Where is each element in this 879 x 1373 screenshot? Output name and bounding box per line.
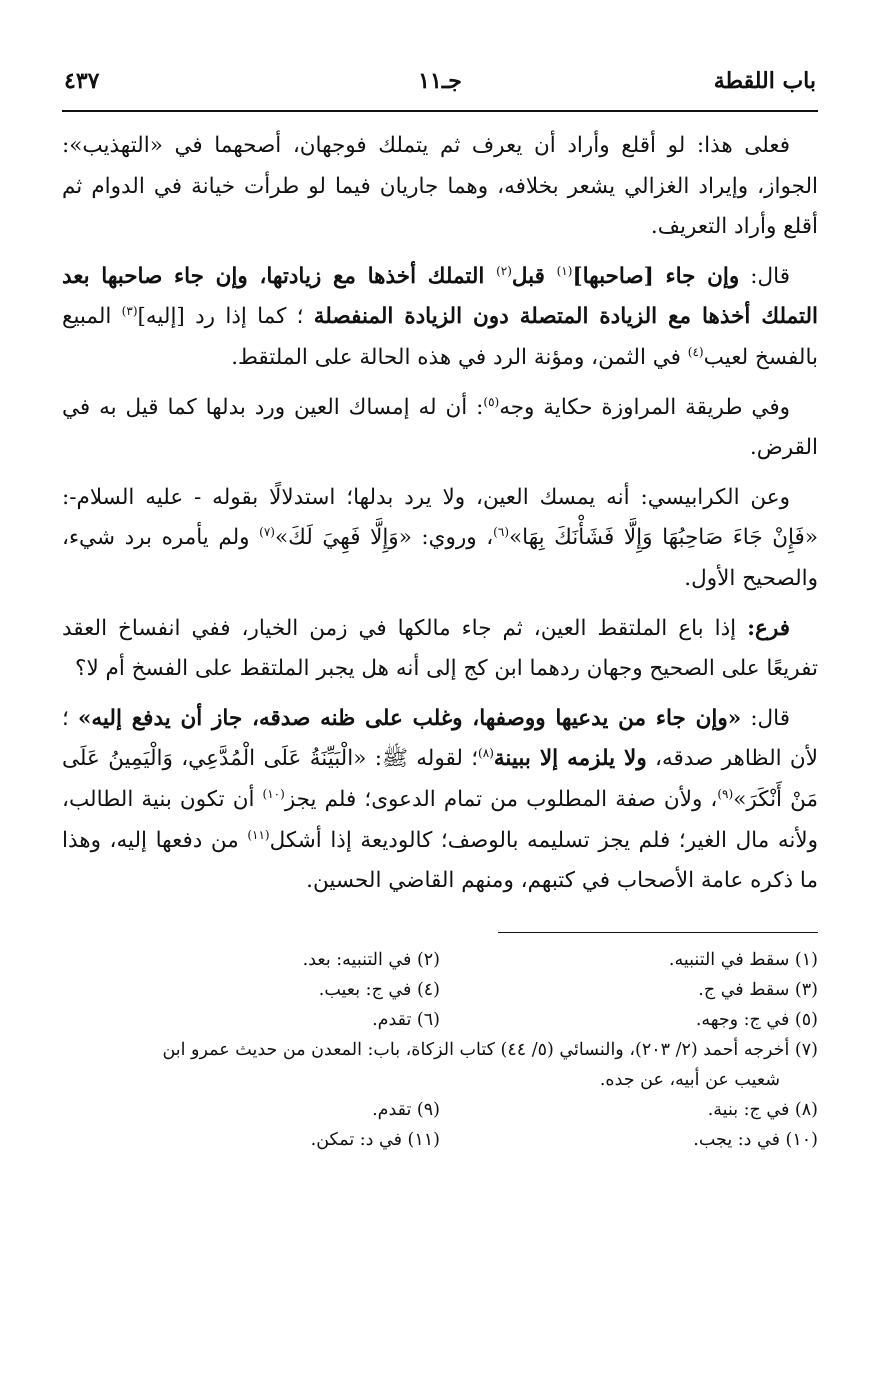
footnote-ref[interactable]: (٣) [121, 304, 138, 319]
paragraph [62, 126, 818, 248]
paragraph-text: في الثمن، ومؤنة الرد في هذه الحالة على الملتقط. [231, 344, 688, 370]
page [62, 60, 818, 1155]
paragraph-text: ؛ لأن الظاهر صدقه، [62, 705, 818, 772]
footnote-row [62, 945, 818, 975]
paragraph-text: أن تكون بنية الطالب، ولأنه مال الغير؛ فلم يجز تسليمه بالوصف؛ كالوديعة إذا أشكل [62, 786, 818, 853]
bold-text: التملك أخذها مع زيادتها، وإن جاء صاحبها بعد التملك أخذها مع الزيادة المتصلة دون الزيادة المنفصلة [62, 263, 819, 330]
footnote: (١١) في د: تمكن. [310, 1129, 440, 1150]
footnote-row [62, 1125, 818, 1155]
chapter-title: باب اللقطة [713, 68, 816, 94]
main-text [62, 126, 818, 902]
footnote-rule [498, 932, 818, 933]
footnote-row [62, 1095, 818, 1125]
paragraph-text: ، وروي: «وَإِلَّا فَهِيَ لَكَ» [274, 525, 494, 551]
page-header [62, 60, 818, 106]
footnote: (٧) أخرجه أحمد (٢/ ٢٠٣)، والنسائي (٥/ ٤٤) كتاب الزكاة، باب: المعدن من حديث عمرو ابن [162, 1039, 818, 1060]
footnotes [62, 945, 818, 1155]
footnote-row [62, 1005, 818, 1035]
footnote-continuation: شعيب عن أبيه، عن جده. [599, 1069, 780, 1090]
paragraph-text: ؛ لقوله ﷺ: «الْبَيِّنَةُ عَلَى الْمُدَّعِي، وَالْيَمِينُ عَلَى مَنْ أَنْكَرَ» [62, 746, 818, 812]
paragraph-text: ولم يأمره برد شيء، والصحيح الأول. [62, 525, 818, 591]
footnote: (٨) في ج: بنية. [707, 1099, 818, 1120]
footnote-ref[interactable]: (٢) [496, 263, 512, 278]
paragraph [62, 478, 818, 600]
paragraph-text: ، ولأن صفة المطلوب من تمام الدعوى؛ فلم يجز [284, 786, 718, 812]
bold-text: وإن جاء [صاحبها] [572, 263, 740, 289]
footnote-ref[interactable]: (٨) [478, 746, 494, 761]
paragraph [62, 699, 818, 902]
footnote: (٥) في ج: وجهه. [695, 1009, 818, 1030]
bold-text: ولا يلزمه إلا ببينة [493, 746, 647, 772]
header-rule [62, 110, 818, 112]
paragraph-text: إذا باع الملتقط العين، ثم جاء مالكها في زمن الخيار، ففي انفساخ العقد تفريعًا على الصحيح وجهان ردهما ابن كج إلى أنه هل يجبر الملتقط على الفسخ أم لا؟ [62, 615, 818, 682]
page-number: ٤٣٧ [64, 68, 100, 94]
footnote: (٩) تقدم. [372, 1099, 440, 1120]
footnote-ref[interactable]: (٦) [493, 525, 509, 540]
footnote-ref[interactable]: (١٠) [262, 786, 285, 801]
bold-text: «وإن جاء من يدعيها ووصفها، وغلب على ظنه صدقه، جاز أن يدفع إليه» [77, 705, 742, 731]
paragraph-text: وفي طريقة المراوزة حكاية وجه [499, 394, 790, 420]
footnote-ref[interactable]: (٤) [687, 344, 704, 359]
volume-label: جـ١١ [418, 68, 462, 94]
paragraph-text: وعن الكرابيسي: أنه يمسك العين، ولا يرد بدلها؛ استدلالًا بقوله - عليه السلام-: «فَإِنْ جَاءَ صَاحِبُهَا وَإِلَّا فَشَأْنَكَ بِهَا» [62, 484, 818, 551]
paragraph [62, 388, 818, 469]
far-label: فرع: [747, 615, 790, 641]
footnote-ref[interactable]: (٥) [483, 394, 500, 409]
qal-label: قال: [750, 705, 791, 731]
footnote: (٣) سقط في ج. [698, 979, 818, 1000]
paragraph-text: ؛ كما إذا رد [إليه] [137, 304, 314, 330]
footnote: (٦) تقدم. [372, 1009, 440, 1030]
paragraph-text: فعلى هذا: لو أقلع وأراد أن يعرف ثم يتملك فوجهان، أصحهما في «التهذيب»: الجواز، وإيراد الغزالي يشعر بخلافه، وهما جاريان فيما لو طرأت خيانة في الدوام ثم أقلع وأراد التعريف. [62, 133, 818, 240]
footnote-ref[interactable]: (٩) [717, 786, 734, 801]
footnote: (١) سقط في التنبيه. [668, 949, 818, 970]
footnote: (٤) في ج: بعيب. [318, 979, 440, 1000]
footnote-ref[interactable]: (٧) [259, 525, 275, 540]
footnote: (٢) في التنبيه: بعد. [302, 949, 440, 970]
paragraph-text: من دفعها إليه، وهذا ما ذكره عامة الأصحاب في كتبهم، ومنهم القاضي الحسين. [62, 827, 818, 894]
footnote-ref[interactable]: (١) [556, 263, 573, 278]
footnote-ref[interactable]: (١١) [247, 827, 270, 842]
paragraph [62, 609, 818, 690]
paragraph [62, 257, 818, 379]
paragraph-text: المبيع بالفسخ لعيب [62, 304, 818, 370]
footnote-row [62, 975, 818, 1005]
footnote: (١٠) في د: يجب. [693, 1129, 818, 1150]
paragraph-text: : أن له إمساك العين ورد بدلها كما قيل به في القرض. [62, 394, 818, 461]
qal-label: قال: [750, 263, 790, 289]
bold-text: قبل [511, 263, 557, 289]
